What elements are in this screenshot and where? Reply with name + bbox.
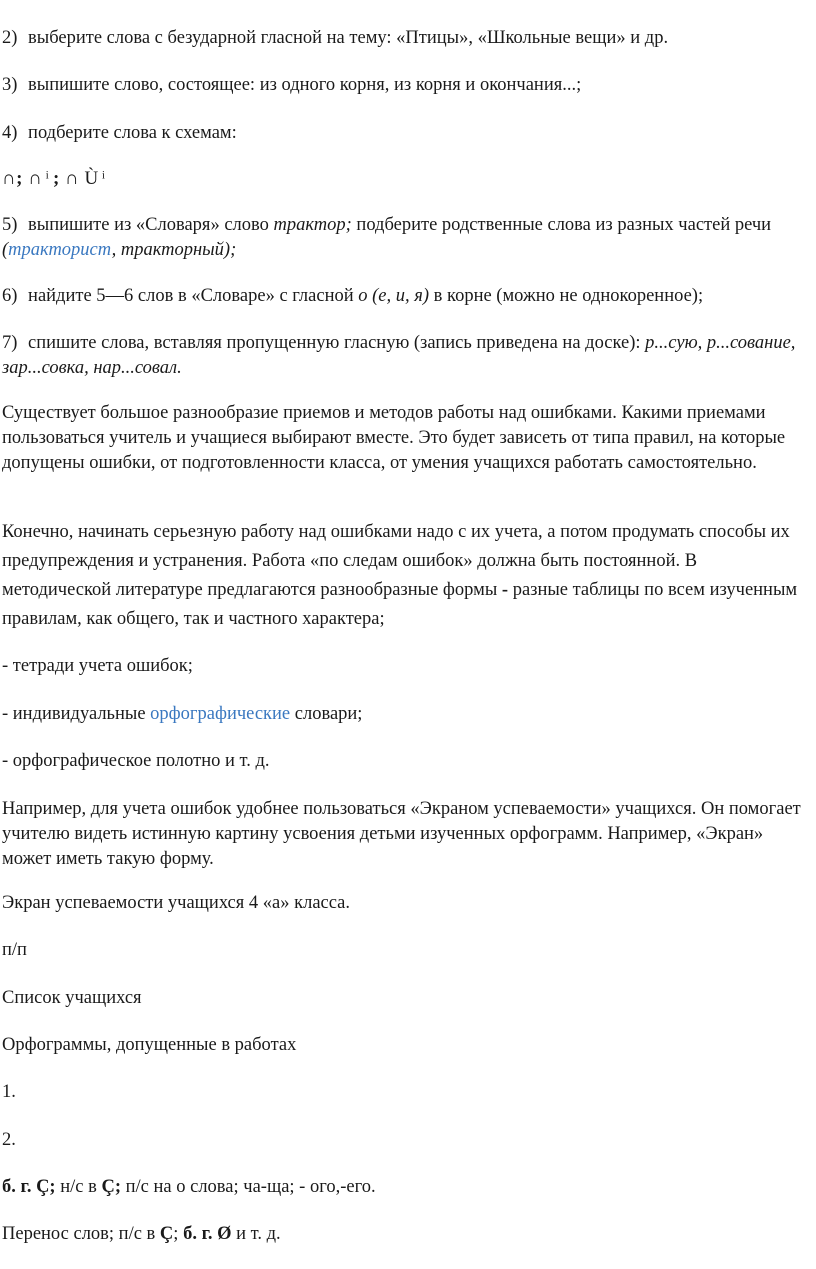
- table-col-orthograms: Орфограммы, допущенные в работах: [2, 1035, 297, 1055]
- list-item-notebooks: - тетради учета ошибок;: [2, 656, 193, 676]
- paragraph-error-work: [2, 518, 802, 634]
- orthogram-code: б. г. Ç;: [2, 1177, 56, 1197]
- item-number: 5): [2, 215, 18, 235]
- table-row-number: 2.: [2, 1130, 16, 1150]
- orthogram-text: п/с на о слова; ча-ща; - ого,-его.: [125, 1177, 376, 1197]
- word-schemes: [2, 166, 802, 191]
- list-text: - индивидуальные: [2, 704, 146, 724]
- item-text: выпишите слово, состоящее: из одного корня, из корня и окончания...;: [28, 75, 582, 95]
- list-text: словари;: [294, 704, 363, 724]
- item-text: спишите слова, вставляя пропущенную гласную (запись приведена на доске):: [28, 333, 641, 353]
- orthogram-code: б. г. Ø: [183, 1224, 232, 1244]
- item-text: найдите 5—6 слов в «Словаре» с гласной: [28, 286, 354, 306]
- scheme-separator: ;: [52, 168, 60, 189]
- task-item-2: [2, 26, 802, 51]
- screen-title: Экран успеваемости учащихся 4 «а» класса.: [2, 893, 351, 913]
- item-text: выпишите из «Словаря» слово: [28, 215, 269, 235]
- item-words: , тракторный);: [111, 240, 237, 260]
- item-text: в корне (можно не однокоренное);: [433, 286, 704, 306]
- scheme-root-ending: ∩ ͥ: [28, 168, 48, 189]
- link-orthographic[interactable]: орфографические: [150, 704, 291, 724]
- orthogram-text: Перенос слов; п/с в: [2, 1224, 156, 1244]
- orthogram-text: н/с в: [60, 1177, 97, 1197]
- table-col-number: п/п: [2, 940, 27, 960]
- item-number: 6): [2, 286, 18, 306]
- item-number: 7): [2, 333, 18, 353]
- orthogram-row-2: [2, 1222, 802, 1247]
- item-words: р...сую, р...сование, зар...совка, нар...совал.: [2, 333, 796, 378]
- scheme-root-suffix-ending: ∩ Ù ͥ: [65, 168, 104, 189]
- task-item-3: [2, 73, 802, 98]
- list-item-canvas: - орфографическое полотно и т. д.: [2, 751, 270, 771]
- orthogram-row-1: [2, 1175, 802, 1200]
- item-number: 3): [2, 75, 18, 95]
- item-vowels: о (е, и, я): [358, 286, 430, 306]
- dash: -: [501, 580, 509, 600]
- item-text: подберите родственные слова из разных частей речи: [356, 215, 772, 235]
- item-text: подберите слова к схемам:: [28, 123, 237, 143]
- orthogram-text: и т. д.: [236, 1224, 281, 1244]
- task-item-4: [2, 121, 802, 146]
- item-paren: (: [2, 240, 9, 260]
- item-number: 4): [2, 123, 18, 143]
- table-row-number: 1.: [2, 1082, 16, 1102]
- orthogram-code: Ç;: [101, 1177, 121, 1197]
- task-item-7: [2, 331, 802, 381]
- item-number: 2): [2, 28, 18, 48]
- item-text: выберите слова с безударной гласной на тему: «Птицы», «Школьные вещи» и др.: [28, 28, 669, 48]
- item-word: трактор;: [273, 215, 352, 235]
- orthogram-text: ;: [173, 1224, 179, 1244]
- paragraph-text: Конечно, начинать серьезную работу над ошибками надо с их учета, а потом продумать способы их предупреждения и устранения. Работа «по следам ошибок» должна быть постоянной. В методической литературе предлагаются разнообразные формы: [2, 522, 790, 600]
- scheme-root: ∩;: [2, 168, 23, 189]
- word-link-traktorist[interactable]: тракторист: [8, 240, 112, 260]
- table-col-students: Список учащихся: [2, 988, 142, 1008]
- task-item-5: [2, 213, 802, 263]
- paragraph-text: разные таблицы по всем изученным правилам, как общего, так и частного характера;: [2, 580, 798, 629]
- task-item-6: [2, 284, 802, 309]
- orthogram-code: Ç: [159, 1224, 174, 1244]
- paragraph-screen: Например, для учета ошибок удобнее пользоваться «Экраном успеваемости» учащихся. Он помогает учителю видеть истинную картину усвоения детьми изученных орфограмм. Например, «Экран» может иметь такую форму.: [2, 799, 801, 869]
- list-item-dictionaries: [2, 702, 802, 727]
- paragraph-methods: Существует большое разнообразие приемов и методов работы над ошибками. Какими приемами пользоваться учитель и учащиеся выбирают вместе. Это будет зависеть от типа правил, на которые допущены ошибки, от подготовленности класса, от умения учащихся работать самостоятельно.: [2, 403, 786, 473]
